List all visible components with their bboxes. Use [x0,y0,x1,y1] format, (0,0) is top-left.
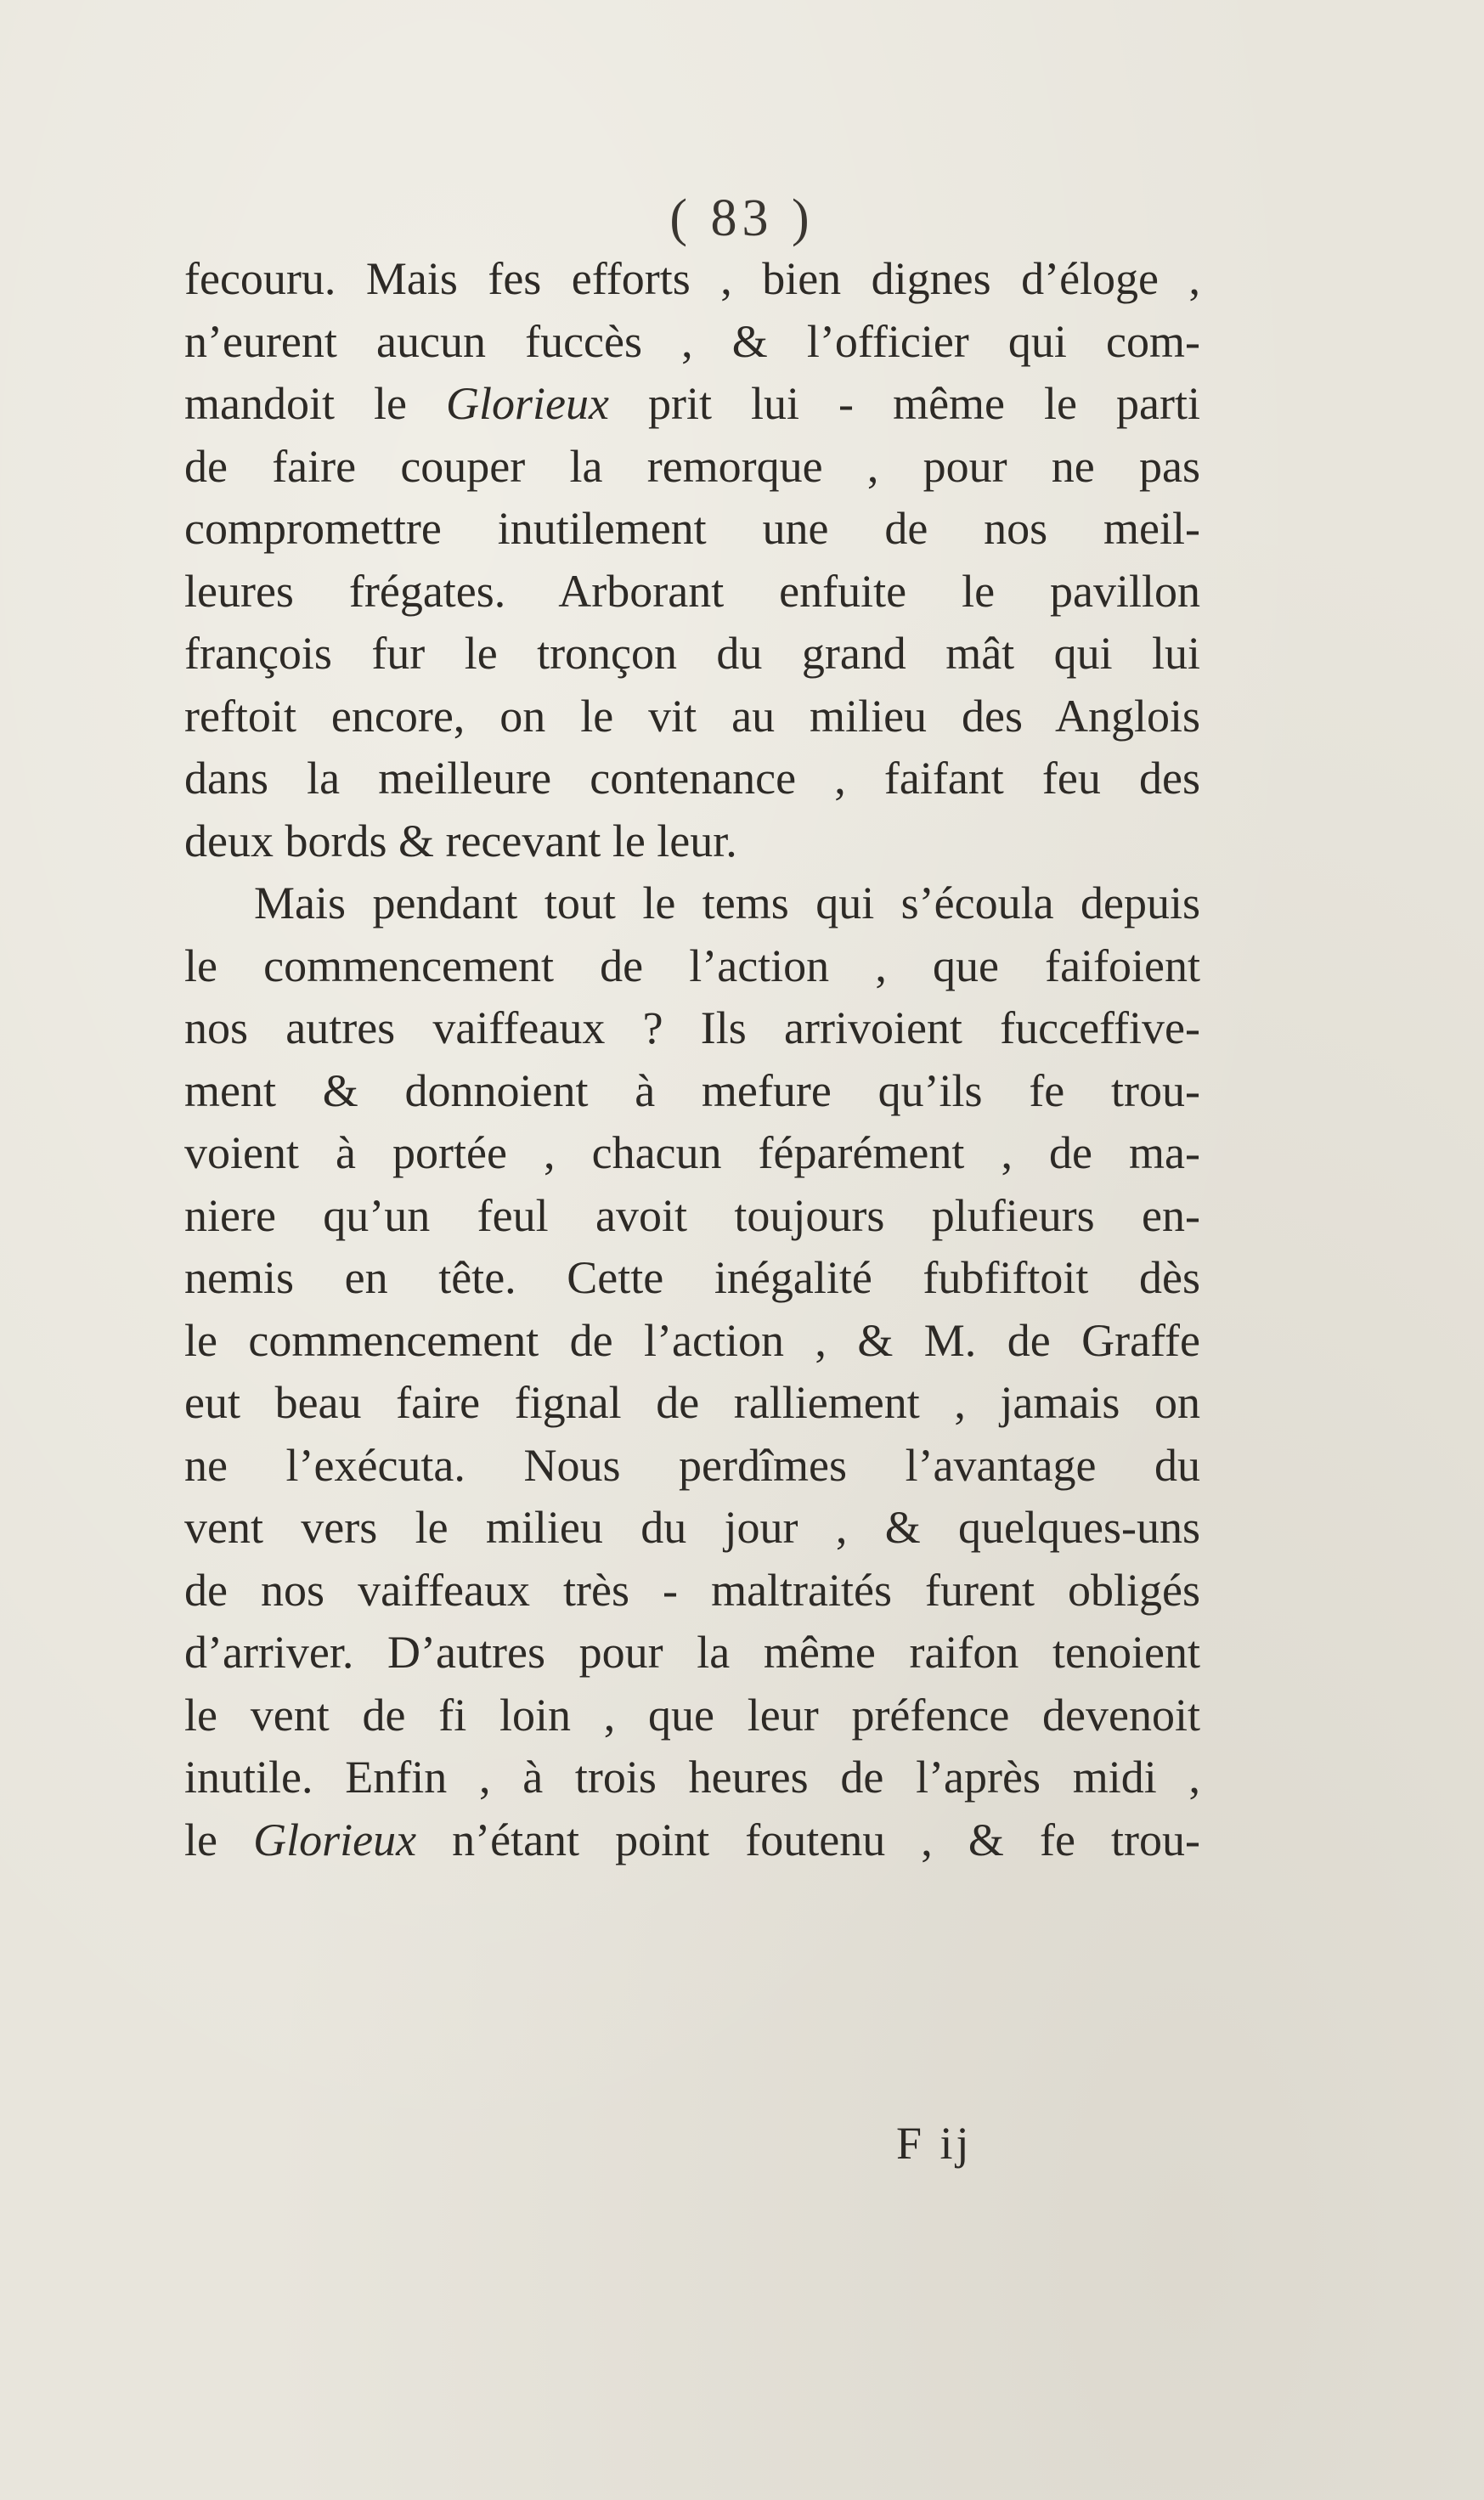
page-number: ( 83 ) [669,189,815,247]
text-line: ne l’exécuta. Nous perdîmes l’avantage du [184,1439,1200,1491]
text-line: le commencement de l’action , & M. de Graffe [184,1314,1200,1366]
text-line: compromettre inutilement une de nos meil- [184,503,1200,554]
text-line: dans la meilleure contenance , faifant feu des [184,753,1200,804]
text-line: vent vers le milieu du jour , & quelques-uns [184,1502,1200,1553]
text-line: leures frégates. Arborant enfuite le pavillon [184,565,1200,617]
text-line: de nos vaiffeaux très - maltraités furent obligés [184,1564,1200,1616]
text-line: reftoit encore, on le vit au milieu des Anglois [184,690,1200,742]
text-line: voient à portée , chacun féparément , de ma- [184,1127,1200,1178]
text-line: le Glorieux n’étant point foutenu , & fe trou- [184,1814,1200,1865]
text-line: fecouru. Mais fes efforts , bien dignes d’éloge , [184,253,1200,304]
signature-mark: F ij [896,2118,973,2169]
text-line: nemis en tête. Cette inégalité fubfiftoit dès [184,1252,1200,1303]
text-line: françois fur le tronçon du grand mât qui lui [184,628,1200,679]
paragraph-start-line: Mais pendant tout le tems qui s’écoula depuis [254,878,1200,928]
text-line: de faire couper la remorque , pour ne pas [184,440,1200,492]
text-line: le commencement de l’action , que faifoient [184,940,1200,991]
text-line: ment & donnoient à mefure qu’ils fe trou- [184,1064,1200,1116]
body-text [184,248,1200,1871]
text-line: le vent de fi loin , que leur préfence devenoit [184,1689,1200,1741]
text-line: eut beau faire fignal de ralliement , jamais on [184,1377,1200,1428]
text-line: inutile. Enfin , à trois heures de l’après midi , [184,1752,1200,1803]
text-line: nos autres vaiffeaux ? Ils arrivoient fucceffive- [184,1002,1200,1053]
text-line: d’arriver. D’autres pour la même raifon tenoient [184,1627,1200,1678]
text-line: niere qu’un feul avoit toujours plufieurs en- [184,1189,1200,1241]
text-line: n’eurent aucun fuccès , & l’officier qui com- [184,315,1200,367]
text-line: deux bords & recevant le leur. [184,815,737,866]
text-line: mandoit le Glorieux prit lui - même le parti [184,378,1200,429]
